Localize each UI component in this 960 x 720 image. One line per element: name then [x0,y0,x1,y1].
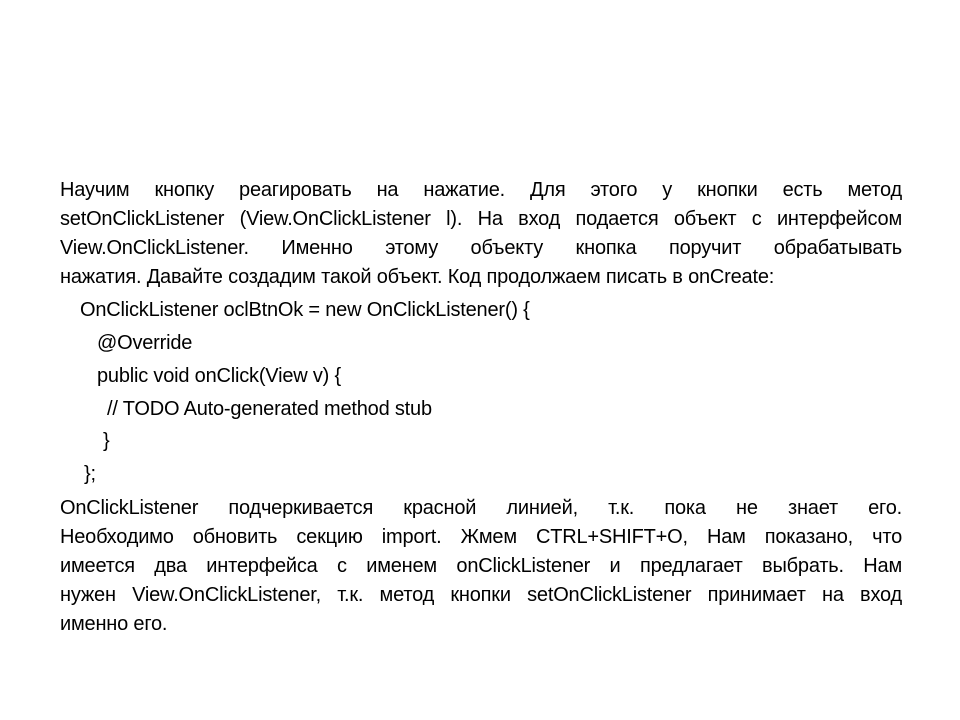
outro-line: имеется два интерфейса с именем onClickListener и предлагает выбрать. Нам [60,555,902,577]
intro-line: нажатия. Давайте создадим такой объект. Код продолжаем писать в onCreate: [60,266,775,288]
intro-paragraph [60,176,902,292]
intro-line: setOnClickListener (View.OnClickListener l). На вход подается объект с интерфейсом [60,208,902,230]
outro-line: нужен View.OnClickListener, т.к. метод кнопки setOnClickListener принимает на вход [60,584,902,606]
code-line: // TODO Auto-generated method stub [107,398,432,420]
intro-line: Научим кнопку реагировать на нажатие. Для этого у кнопки есть метод [60,179,902,201]
outro-paragraph [60,494,902,639]
outro-line: именно его. [60,613,168,635]
intro-line: View.OnClickListener. Именно этому объекту кнопка поручит обрабатывать [60,237,902,259]
code-line: OnClickListener oclBtnOk = new OnClickListener() { [80,299,530,321]
outro-line: Необходимо обновить секцию import. Жмем CTRL+SHIFT+O, Нам показано, что [60,526,902,548]
code-line: }; [84,463,96,485]
code-line: @Override [97,332,193,354]
code-line: } [103,430,110,452]
code-line: public void onClick(View v) { [97,365,341,387]
outro-line: OnClickListener подчеркивается красной линией, т.к. пока не знает его. [60,497,902,519]
